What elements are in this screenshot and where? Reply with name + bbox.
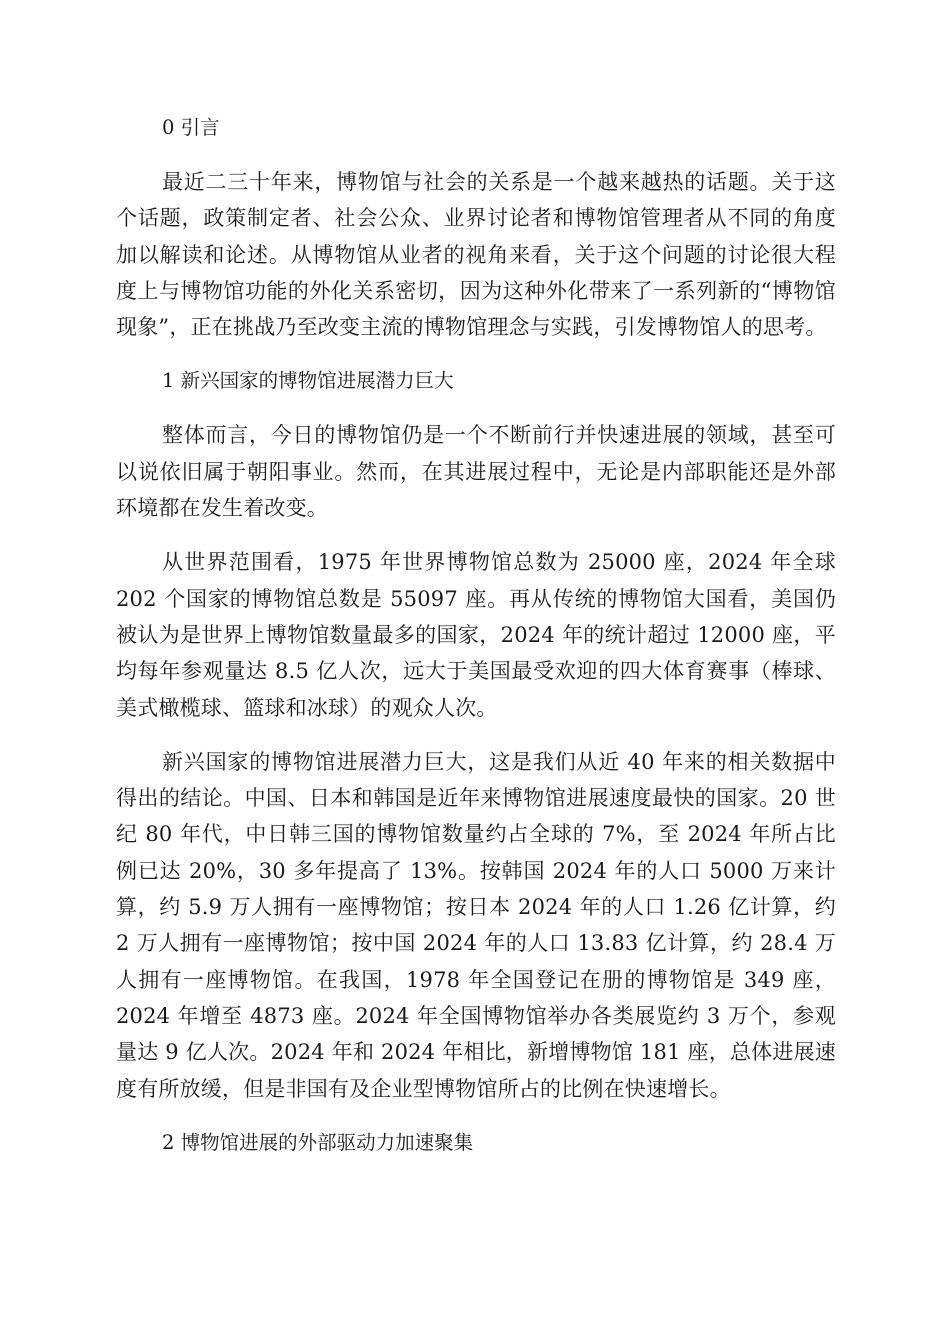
body-paragraph: 新兴国家的博物馆进展潜力巨大，这是我们从近 40 年来的相关数据中得出的结论。中国、日本和韩国是近年来博物馆进展速度最快的国家。20 世纪 80 年代，中日韩三国的博物馆数量约占全球的 7%，至 2024 年所占比例已达 20%，30 多年提高了 13%。按韩国 2024 年的人口 5000 万来计算，约 5.9 万人拥有一座博物馆；按日本 2024 年的人口 1.26 亿计算，约 2 万人拥有一座博物馆；按中国 2024 年的人口 13.83 亿计算，约 28.4 万人拥有一座博物馆。在我国，1978 年全国登记在册的博物馆是 349 座，2024 年增至 4873 座。2024 年全国博物馆举办各类展览约 3 万个，参观量达 9 亿人次。2024 年和 2024 年相比，新增博物馆 181 座，总体进展速度有所放缓，但是非国有及企业型博物馆所占的比例在快速增长。 (116, 749, 836, 1101)
section-heading: 2 博物馆进展的外部驱动力加速聚集 (162, 1130, 474, 1154)
document-page (116, 110, 836, 1161)
section-intro (116, 110, 836, 363)
section-heading: 0 引言 (162, 116, 220, 139)
body-paragraph: 从世界范围看，1975 年世界博物馆总数为 25000 座，2024 年全球 202 个国家的博物馆总数是 55097 座。再从传统的博物馆大国看，美国仍被认为是世界上博物馆数量最多的国家，2024 年的统计超过 12000 座，平均每年参观量达 8.5 亿人次，远大于美国最受欢迎的四大体育赛事（棒球、美式橄榄球、篮球和冰球）的观众人次。 (116, 550, 836, 720)
section-2 (116, 1125, 836, 1161)
section-1 (116, 363, 836, 1124)
body-paragraph: 整体而言，今日的博物馆仍是一个不断前行并快速进展的领域，甚至可以说依旧属于朝阳事业。然而，在其进展过程中，无论是内部职能还是外部环境都在发生着改变。 (116, 423, 836, 521)
body-paragraph: 最近二三十年来，博物馆与社会的关系是一个越来越热的话题。关于这个话题，政策制定者、社会公众、业界讨论者和博物馆管理者从不同的角度加以解读和论述。从博物馆从业者的视角来看，关于这个问题的讨论很大程度上与博物馆功能的外化关系密切，因为这种外化带来了一系列新的“博物馆现象”，正在挑战乃至改变主流的博物馆理念与实践，引发博物馆人的思考。 (116, 170, 836, 340)
section-heading: 1 新兴国家的博物馆进展潜力巨大 (162, 369, 454, 393)
